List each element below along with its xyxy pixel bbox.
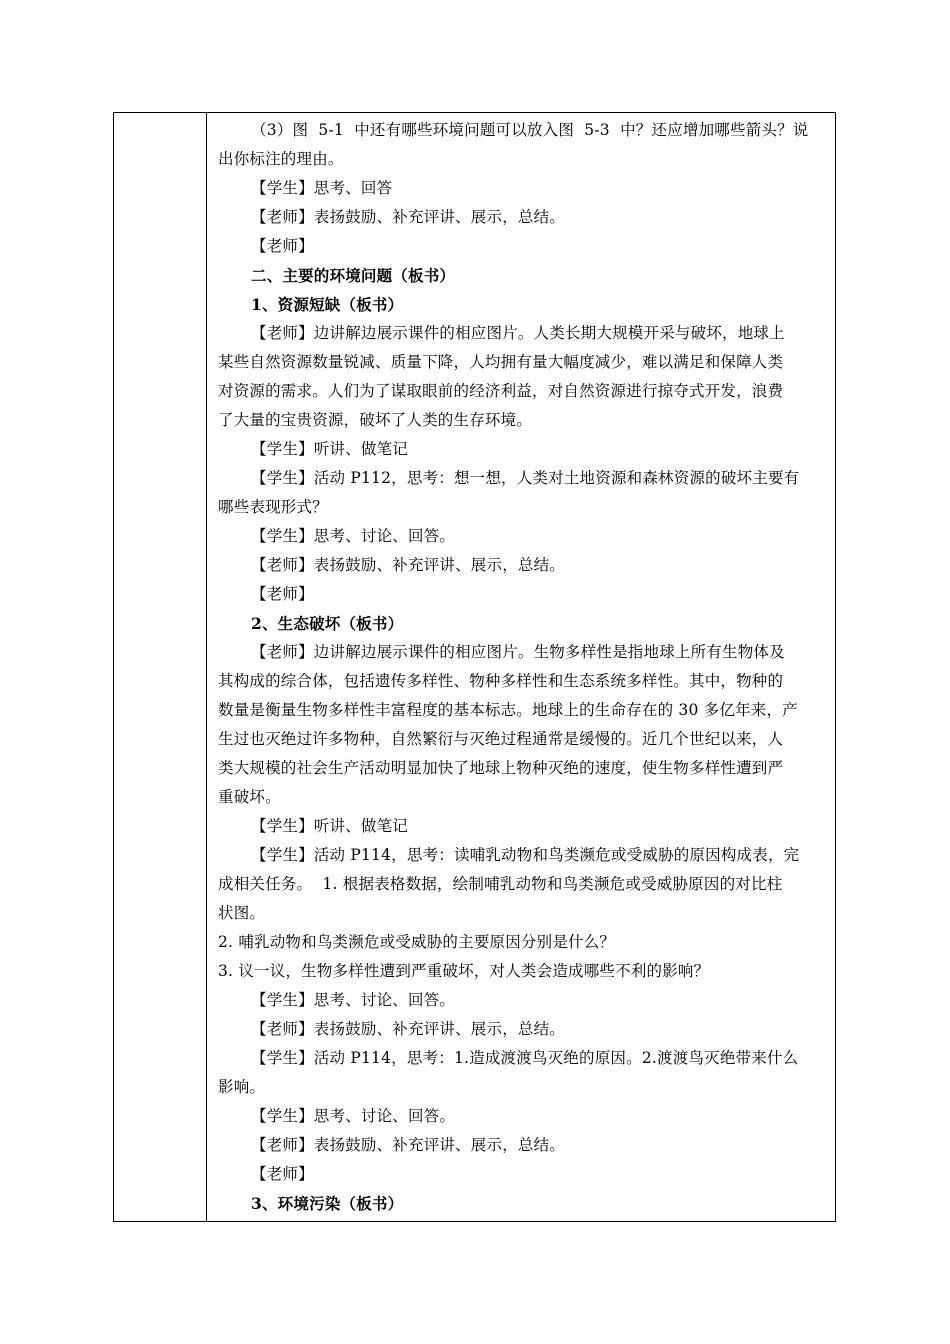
section-heading: 二、主要的环境问题（板书）	[251, 266, 456, 285]
text-line: 【老师】表扬鼓励、补充评讲、展示，总结。	[251, 1020, 566, 1038]
table-left-column	[114, 113, 207, 1221]
text-line: 生过也灭绝过许多物种，自然繁衍与灭绝过程通常是缓慢的。近几个世纪以来，人	[218, 730, 784, 748]
text-line: 【学生】思考、讨论、回答。	[251, 527, 456, 545]
text-line: 其构成的综合体，包括遗传多样性、物种多样性和生态系统多样性。其中，物种的	[218, 672, 784, 690]
text-line: 【学生】活动 P114，思考：读哺乳动物和鸟类濒危或受威胁的原因构成表，完	[251, 846, 800, 864]
text-line: （3）图 5-1 中还有哪些环境问题可以放入图 5-3 中？还应增加哪些箭头？说	[251, 121, 809, 139]
text-line: 【老师】	[251, 1165, 314, 1183]
text-line: 成相关任务。 1. 根据表格数据，绘制哺乳动物和鸟类濒危或受威胁原因的对比柱	[218, 875, 783, 893]
text-line: 【老师】表扬鼓励、补充评讲、展示，总结。	[251, 556, 566, 574]
text-line: 【老师】	[251, 585, 314, 603]
text-line: 【学生】活动 P114，思考：1.造成渡渡鸟灭绝的原因。2.渡渡鸟灭绝带来什么	[251, 1049, 799, 1067]
text-line: 【学生】听讲、做笔记	[251, 440, 409, 458]
text-line: 出你标注的理由。	[218, 150, 344, 168]
lesson-content-cell	[207, 113, 835, 1221]
text-line: 影响。	[218, 1078, 266, 1096]
text-line: 【老师】表扬鼓励、补充评讲、展示，总结。	[251, 1136, 566, 1154]
section-heading: 2、生态破坏（板书）	[251, 614, 404, 633]
text-line: 重破坏。	[218, 788, 281, 806]
text-line: 3. 议一议，生物多样性遭到严重破坏，对人类会造成哪些不利的影响？	[218, 962, 710, 980]
text-line: 状图。	[218, 904, 266, 922]
text-line: 【老师】边讲解边展示课件的相应图片。人类长期大规模开采与破坏，地球上	[251, 324, 785, 342]
text-line: 【学生】思考、讨论、回答。	[251, 1107, 456, 1125]
text-line: 哪些表现形式？	[218, 498, 328, 516]
section-heading: 3、环境污染（板书）	[251, 1194, 404, 1213]
text-line: 某些自然资源数量锐减、质量下降，人均拥有量大幅度减少，难以满足和保障人类	[218, 353, 784, 371]
text-line: 2. 哺乳动物和鸟类濒危或受威胁的主要原因分别是什么？	[218, 933, 616, 951]
text-line: 【老师】表扬鼓励、补充评讲、展示，总结。	[251, 208, 566, 226]
text-line: 类大规模的社会生产活动明显加快了地球上物种灭绝的速度，使生物多样性遭到严	[218, 759, 784, 777]
section-heading: 1、资源短缺（板书）	[251, 295, 404, 314]
text-line: 【学生】活动 P112，思考：想一想，人类对土地资源和森林资源的破坏主要有	[251, 469, 800, 487]
text-line: 了大量的宝贵资源，破坏了人类的生存环境。	[218, 411, 533, 429]
text-line: 【学生】思考、讨论、回答。	[251, 991, 456, 1009]
text-line: 【学生】思考、回答	[251, 179, 393, 197]
text-line: 【老师】	[251, 237, 314, 255]
text-line: 数量是衡量生物多样性丰富程度的基本标志。地球上的生命存在的 30 多亿年来，产	[218, 701, 798, 719]
text-line: 【学生】听讲、做笔记	[251, 817, 409, 835]
text-line: 对资源的需求。人们为了谋取眼前的经济利益，对自然资源进行掠夺式开发，浪费	[218, 382, 784, 400]
lesson-table	[113, 112, 836, 1222]
text-line: 【老师】边讲解边展示课件的相应图片。生物多样性是指地球上所有生物体及	[251, 643, 785, 661]
